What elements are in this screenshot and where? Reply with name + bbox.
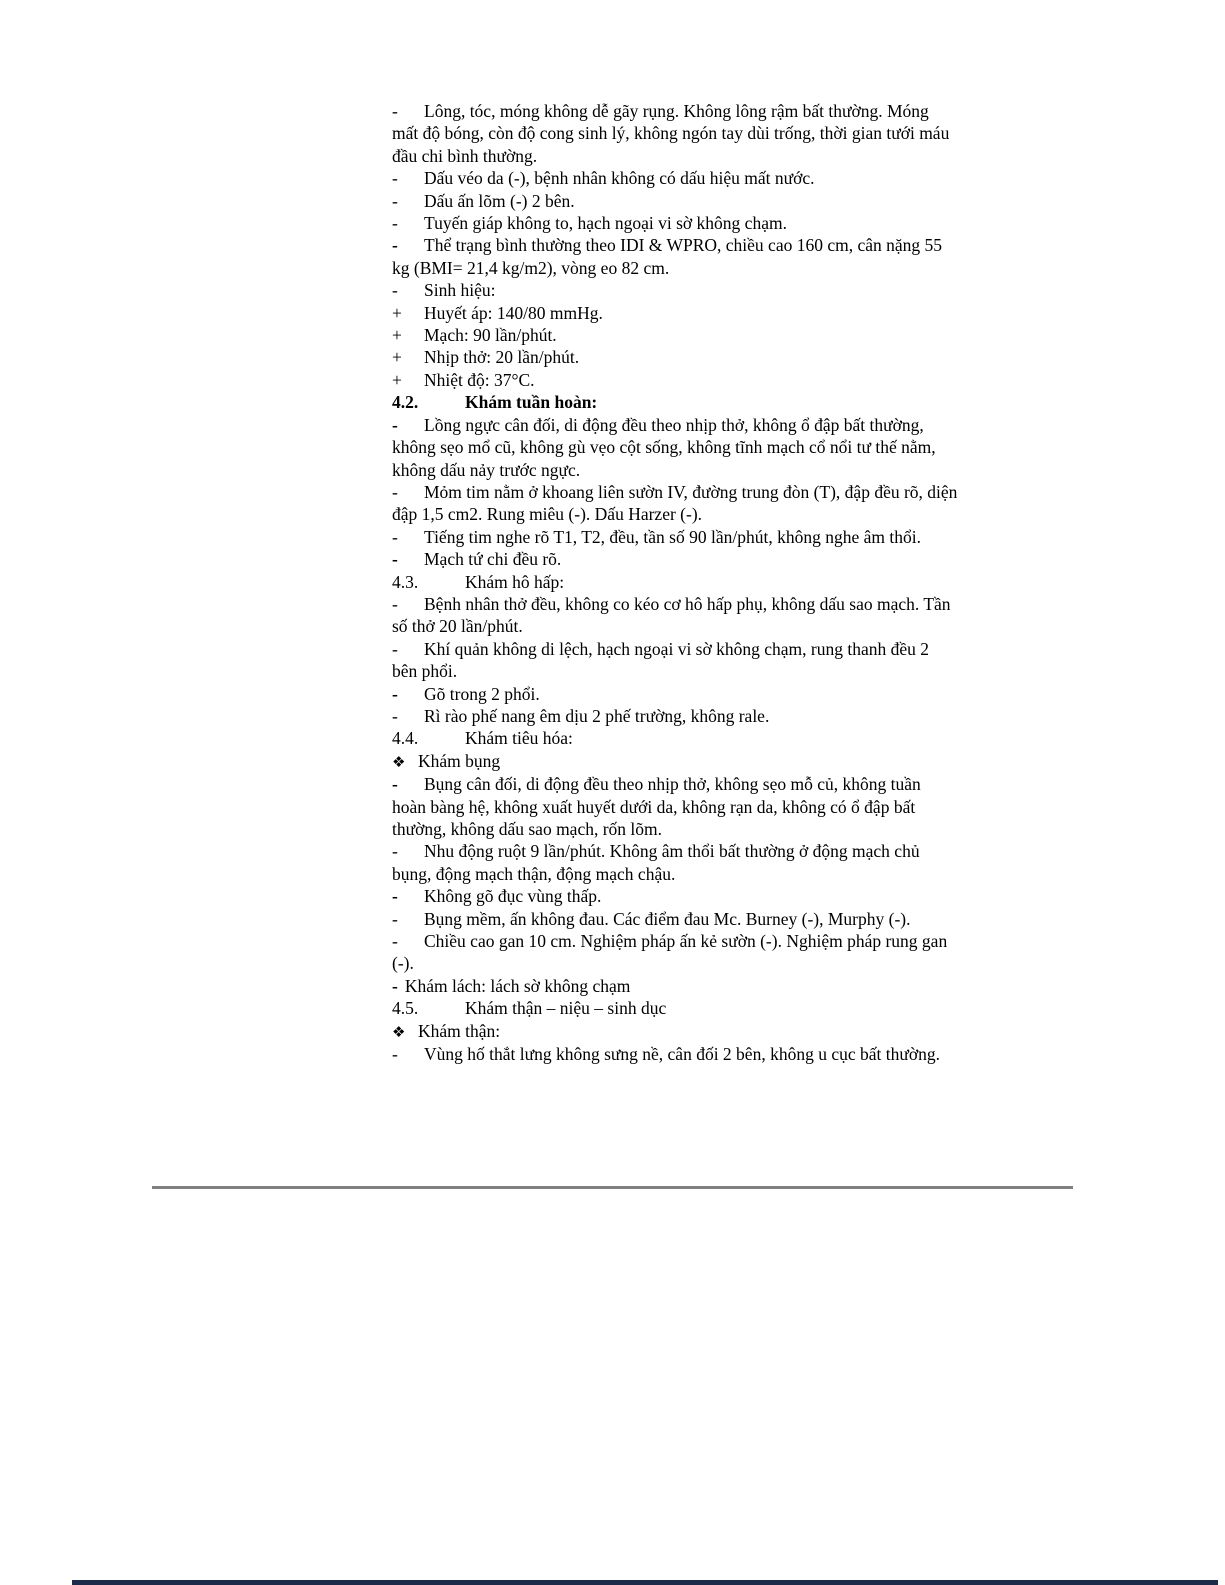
section-heading bbox=[392, 727, 958, 749]
paragraph bbox=[392, 1020, 958, 1043]
paragraph-text: Nhịp thở: 20 lần/phút. bbox=[424, 347, 580, 368]
section-divider bbox=[152, 1186, 1073, 1189]
paragraph-text: Khám bụng bbox=[418, 750, 501, 771]
paragraph bbox=[392, 593, 958, 638]
paragraph-text: Khám lách: lách sờ không chạm bbox=[404, 975, 631, 996]
paragraph-text: Lông, tóc, móng không dễ gãy rụng. Không lông rậm bất thường. Móng mất độ bóng, còn độ cong sinh lý, không ngón tay dùi trống, thời gian tưới máu đầu chi bình thường. bbox=[392, 101, 950, 166]
paragraph bbox=[392, 302, 958, 324]
paragraph-text: Dấu ấn lõm (-) 2 bên. bbox=[424, 190, 575, 211]
paragraph-text: Khám hô hấp: bbox=[465, 571, 565, 592]
document-body bbox=[392, 100, 958, 1065]
paragraph-text: Bụng mềm, ấn không đau. Các điểm đau Mc. Burney (-), Murphy (-). bbox=[424, 908, 911, 929]
list-marker: - bbox=[392, 638, 398, 659]
list-marker: - bbox=[392, 481, 398, 502]
paragraph-text: Mạch tứ chi đều rõ. bbox=[424, 549, 562, 570]
list-marker: - bbox=[392, 705, 398, 726]
paragraph-text: Vùng hố thắt lưng không sưng nề, cân đối 2 bên, không u cục bất thường. bbox=[424, 1044, 940, 1065]
list-marker: 4.3. bbox=[392, 571, 419, 592]
paragraph bbox=[392, 975, 958, 997]
list-marker: 4.5. bbox=[392, 998, 419, 1019]
list-marker: + bbox=[392, 347, 402, 368]
list-marker: - bbox=[392, 774, 398, 795]
paragraph bbox=[392, 369, 958, 391]
paragraph bbox=[392, 548, 958, 570]
paragraph-text: Tiếng tim nghe rõ T1, T2, đều, tần số 90 lần/phút, không nghe âm thổi. bbox=[424, 526, 921, 547]
paragraph bbox=[392, 885, 958, 907]
list-marker: - bbox=[392, 886, 398, 907]
list-marker: 4.2. bbox=[392, 392, 419, 413]
paragraph bbox=[392, 167, 958, 189]
paragraph bbox=[392, 212, 958, 234]
paragraph-text: Không gõ đục vùng thấp. bbox=[424, 886, 602, 907]
list-marker: + bbox=[392, 302, 402, 323]
list-marker: - bbox=[392, 975, 398, 996]
paragraph bbox=[392, 414, 958, 481]
paragraph-text: Nhiệt độ: 37°C. bbox=[424, 369, 535, 390]
paragraph-text: Bụng cân đối, di động đều theo nhịp thở, không sẹo mỗ củ, không tuần hoàn bàng hệ, không xuất huyết dưới da, không rạn da, không có ổ đập bất thường, không dấu sao mạch, rốn lõm. bbox=[392, 774, 921, 839]
list-marker: - bbox=[392, 280, 398, 301]
paragraph bbox=[392, 346, 958, 368]
list-marker: - bbox=[392, 841, 398, 862]
list-marker: - bbox=[392, 235, 398, 256]
section-heading bbox=[392, 391, 958, 413]
paragraph-text: Khám tiêu hóa: bbox=[465, 728, 573, 749]
paragraph bbox=[392, 190, 958, 212]
paragraph-text: Huyết áp: 140/80 mmHg. bbox=[424, 302, 603, 323]
paragraph-text: Lồng ngực cân đối, di động đều theo nhịp thở, không ổ đập bất thường, không sẹo mổ cũ, không gù vẹo cột sống, không tĩnh mạch cổ nổi tư thế nằm, không dấu nảy trước ngực. bbox=[392, 414, 936, 480]
list-marker: - bbox=[392, 593, 398, 614]
paragraph-text: Thể trạng bình thường theo IDI & WPRO, chiều cao 160 cm, cân nặng 55 kg (BMI= 21,4 kg/m2), vòng eo 82 cm. bbox=[392, 235, 943, 278]
paragraph bbox=[392, 234, 958, 279]
list-marker: - bbox=[392, 101, 398, 121]
paragraph bbox=[392, 100, 958, 167]
paragraph-text: Mạch: 90 lần/phút. bbox=[424, 325, 557, 346]
diamond-bullet-icon: ❖ bbox=[392, 1022, 406, 1041]
paragraph-text: Chiều cao gan 10 cm. Nghiệm pháp ấn kẻ sườn (-). Nghiệm pháp rung gan (-). bbox=[392, 931, 948, 974]
section-heading bbox=[392, 997, 958, 1019]
list-marker: - bbox=[392, 931, 398, 952]
paragraph bbox=[392, 526, 958, 548]
list-marker: + bbox=[392, 325, 402, 346]
paragraph bbox=[392, 683, 958, 705]
list-marker: - bbox=[392, 683, 398, 704]
list-marker: - bbox=[392, 213, 398, 234]
paragraph bbox=[392, 705, 958, 727]
paragraph bbox=[392, 279, 958, 301]
paragraph-text: Khám tuần hoàn: bbox=[465, 392, 598, 413]
paragraph-text: Nhu động ruột 9 lần/phút. Không âm thổi bất thường ở động mạch chủ bụng, động mạch thận, động mạch chậu. bbox=[392, 841, 920, 884]
paragraph-text: Bệnh nhân thở đều, không co kéo cơ hô hấp phụ, không dấu sao mạch. Tần số thở 20 lần/phút. bbox=[392, 593, 951, 637]
list-marker: - bbox=[392, 549, 398, 570]
paragraph-text: Rì rào phế nang êm dịu 2 phế trường, không rale. bbox=[424, 705, 770, 726]
paragraph-text: Dấu véo da (-), bệnh nhân không có dấu hiệu mất nước. bbox=[424, 168, 815, 189]
paragraph bbox=[392, 638, 958, 683]
section-heading bbox=[392, 571, 958, 593]
list-marker: - bbox=[392, 414, 398, 435]
paragraph-text: Khám thận: bbox=[418, 1020, 501, 1041]
list-marker: - bbox=[392, 526, 398, 547]
paragraph bbox=[392, 773, 958, 840]
paragraph-text: Mỏm tim nằm ở khoang liên sườn IV, đường trung đòn (T), đập đều rõ, diện đập 1,5 cm2. Rung miêu (-). Dấu Harzer (-). bbox=[392, 481, 958, 525]
paragraph-text: Gõ trong 2 phổi. bbox=[424, 683, 540, 704]
paragraph bbox=[392, 840, 958, 885]
list-marker: - bbox=[392, 190, 398, 211]
paragraph bbox=[392, 908, 958, 930]
paragraph bbox=[392, 481, 958, 526]
list-marker: - bbox=[392, 168, 398, 189]
footer-bar bbox=[72, 1580, 1218, 1585]
list-marker: + bbox=[392, 369, 402, 390]
list-marker: - bbox=[392, 1044, 398, 1065]
paragraph-text: Khí quản không di lệch, hạch ngoại vi sờ không chạm, rung thanh đều 2 bên phổi. bbox=[392, 638, 929, 682]
list-marker: 4.4. bbox=[392, 728, 419, 749]
paragraph-text: Tuyến giáp không to, hạch ngoại vi sờ không chạm. bbox=[424, 213, 787, 234]
diamond-bullet-icon: ❖ bbox=[392, 752, 406, 771]
list-marker: - bbox=[392, 908, 398, 929]
paragraph-text: Khám thận – niệu – sinh dục bbox=[465, 998, 667, 1019]
paragraph bbox=[392, 324, 958, 346]
paragraph bbox=[392, 750, 958, 773]
paragraph bbox=[392, 1043, 958, 1065]
paragraph-text: Sinh hiệu: bbox=[424, 280, 496, 301]
paragraph bbox=[392, 930, 958, 975]
